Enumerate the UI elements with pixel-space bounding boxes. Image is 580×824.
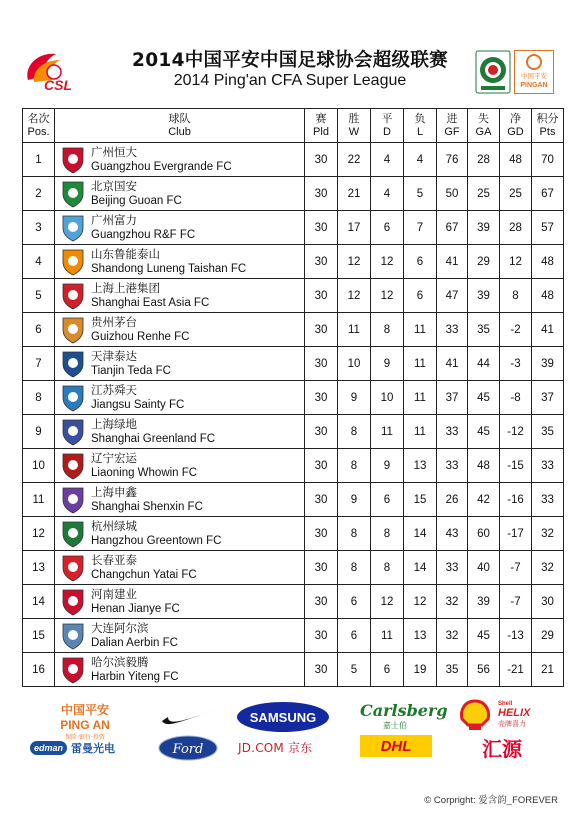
club-crest-icon [61,418,85,446]
cell-w: 22 [338,143,371,177]
cell-position: 10 [23,449,55,483]
club-name-en: Jiangsu Sainty FC [91,398,185,411]
club-name-en: Harbin Yiteng FC [91,670,179,683]
cell-position: 15 [23,619,55,653]
cell-d: 11 [371,415,404,449]
cell-l: 5 [404,177,437,211]
cell-gd: -12 [500,415,532,449]
club-name-cn: 大连阿尔滨 [91,620,149,635]
club-name-cn: 广州富力 [91,212,137,227]
cell-ga: 56 [468,653,500,687]
column-header-en: Club [168,125,191,138]
club-name-en: Beijing Guoan FC [91,194,182,207]
cell-d: 8 [371,551,404,585]
page-title-cn: 2014中国平安中国足球协会超级联赛 [132,50,448,71]
column-header [437,109,468,143]
cell-club [55,177,305,211]
column-header-en: GF [444,125,460,138]
club-name-en: Liaoning Whowin FC [91,466,198,479]
cell-club [55,415,305,449]
table-row [23,517,564,551]
cell-ga: 48 [468,449,500,483]
cell-position: 6 [23,313,55,347]
cell-w: 6 [338,619,371,653]
cell-club [55,653,305,687]
cell-club [55,449,305,483]
column-header-en: GA [475,125,492,138]
cell-club [55,619,305,653]
cell-club [55,279,305,313]
club-name-en: Changchun Yatai FC [91,568,197,581]
cell-ga: 45 [468,415,500,449]
svg-text:Ford: Ford [172,742,204,757]
column-header-cn: 积分 [536,112,559,125]
club-crest-icon [61,452,85,480]
cell-gd: -21 [500,653,532,687]
cell-ga: 25 [468,177,500,211]
club-name-cn: 贵州茅台 [91,314,137,329]
cell-ga: 39 [468,279,500,313]
cell-w: 8 [338,551,371,585]
sponsor-ford [158,735,218,761]
cell-pld: 30 [305,585,338,619]
club-name-en: Hangzhou Greentown FC [91,534,222,547]
column-header-en: W [348,125,360,138]
cell-gd: 25 [500,177,532,211]
column-header [500,109,532,143]
club-crest-icon [61,622,85,650]
cell-l: 14 [404,517,437,551]
table-row [23,245,564,279]
cell-pld: 30 [305,245,338,279]
cell-pts: 67 [532,177,564,211]
column-header-en: Pos. [27,125,50,138]
cell-pld: 30 [305,211,338,245]
cell-w: 9 [338,483,371,517]
club-crest-icon [61,384,85,412]
cell-gd: -7 [500,585,532,619]
column-header-en: D [383,125,391,138]
column-header [338,109,371,143]
cell-w: 12 [338,279,371,313]
table-row [23,177,564,211]
club-crest-icon [61,146,85,174]
cell-gf: 47 [437,279,468,313]
cell-gd: 12 [500,245,532,279]
club-name-en: Shanghai Shenxin FC [91,500,203,513]
copyright-note: © Corpright: 爱含韵_FOREVER [424,795,558,806]
cell-pld: 30 [305,347,338,381]
table-row [23,585,564,619]
cell-pld: 30 [305,449,338,483]
cell-gf: 33 [437,449,468,483]
cell-w: 6 [338,585,371,619]
svg-text:中国平安: 中国平安 [521,72,547,80]
table-row [23,483,564,517]
cell-club [55,347,305,381]
cell-l: 6 [404,245,437,279]
table-row [23,619,564,653]
club-crest-icon [61,520,85,548]
cell-d: 6 [371,211,404,245]
sponsor-jd: JD.COM 京东 [238,741,313,755]
column-header-cn: 平 [381,112,393,125]
cell-gf: 35 [437,653,468,687]
cell-pld: 30 [305,143,338,177]
cell-club [55,551,305,585]
column-header [371,109,404,143]
column-header-cn: 球队 [168,112,191,125]
cell-pts: 29 [532,619,564,653]
cell-gd: -15 [500,449,532,483]
table-row [23,415,564,449]
cell-gd: -7 [500,551,532,585]
cell-gf: 33 [437,551,468,585]
cell-position: 14 [23,585,55,619]
cell-ga: 45 [468,619,500,653]
cell-position: 3 [23,211,55,245]
cell-gd: -17 [500,517,532,551]
club-name-cn: 长春亚泰 [91,552,137,567]
cell-gf: 41 [437,245,468,279]
column-header-cn: 名次 [27,112,50,125]
cell-w: 9 [338,381,371,415]
cell-ga: 29 [468,245,500,279]
cell-position: 13 [23,551,55,585]
sponsor-shell-helix: Shell HELIX 壳牌喜力 [498,701,531,728]
club-crest-icon [61,214,85,242]
cell-gf: 33 [437,415,468,449]
cell-ga: 35 [468,313,500,347]
cell-ga: 42 [468,483,500,517]
cell-pts: 30 [532,585,564,619]
table-row [23,143,564,177]
cell-gd: -8 [500,381,532,415]
club-name-en: Shanghai East Asia FC [91,296,210,309]
cell-position: 7 [23,347,55,381]
club-crest-icon [61,486,85,514]
cell-w: 8 [338,449,371,483]
cell-l: 7 [404,211,437,245]
club-crest-icon [61,350,85,378]
column-header [55,109,305,143]
cell-gd: -3 [500,347,532,381]
svg-text:PINGAN: PINGAN [520,82,548,89]
pingan-badge [514,50,554,94]
sponsor-pingan: 中国平安 PING AN 保险·银行·投资 [60,703,110,741]
cell-pts: 35 [532,415,564,449]
cell-pld: 30 [305,517,338,551]
cell-pts: 21 [532,653,564,687]
column-header-cn: 失 [478,112,489,125]
club-name-cn: 杭州绿城 [91,518,137,533]
cell-position: 1 [23,143,55,177]
cell-w: 10 [338,347,371,381]
club-crest-icon [61,554,85,582]
cfa-emblem [475,50,511,94]
sponsor-huiyuan: 汇源 [482,737,522,761]
column-header [305,109,338,143]
cell-club [55,483,305,517]
cell-pts: 37 [532,381,564,415]
cell-pld: 30 [305,279,338,313]
club-crest-icon [61,282,85,310]
club-name-cn: 辽宁宏运 [91,450,137,465]
cell-position: 9 [23,415,55,449]
club-name-cn: 上海绿地 [91,416,137,431]
cell-club [55,585,305,619]
cell-position: 12 [23,517,55,551]
svg-text:SAMSUNG: SAMSUNG [249,710,317,725]
cell-position: 16 [23,653,55,687]
cell-d: 9 [371,347,404,381]
cell-gf: 26 [437,483,468,517]
cell-d: 4 [371,177,404,211]
cell-pts: 48 [532,245,564,279]
club-name-cn: 北京国安 [91,178,137,193]
cell-l: 13 [404,449,437,483]
sponsor-dhl: DHL [360,735,432,757]
cell-position: 4 [23,245,55,279]
cell-gd: -13 [500,619,532,653]
cell-gf: 43 [437,517,468,551]
cell-club [55,245,305,279]
cell-gd: 28 [500,211,532,245]
cell-gd: 48 [500,143,532,177]
cell-l: 11 [404,313,437,347]
cell-club [55,517,305,551]
cell-gf: 37 [437,381,468,415]
club-name-en: Tianjin Teda FC [91,364,171,377]
cell-w: 12 [338,245,371,279]
cell-d: 8 [371,517,404,551]
cell-gf: 76 [437,143,468,177]
header [0,0,580,100]
cell-position: 2 [23,177,55,211]
cell-ga: 28 [468,143,500,177]
cell-pts: 32 [532,551,564,585]
cell-gf: 41 [437,347,468,381]
cell-l: 13 [404,619,437,653]
cell-pts: 41 [532,313,564,347]
cell-club [55,313,305,347]
club-name-cn: 天津泰达 [91,348,137,363]
club-name-cn: 河南建业 [91,586,137,601]
table-header-row [23,109,564,143]
table-row [23,551,564,585]
club-name-en: Shanghai Greenland FC [91,432,216,445]
cell-gf: 33 [437,313,468,347]
cell-d: 4 [371,143,404,177]
cell-l: 11 [404,347,437,381]
column-header-en: L [416,125,424,138]
cell-position: 5 [23,279,55,313]
cell-l: 15 [404,483,437,517]
club-name-en: Henan Jianye FC [91,602,180,615]
club-name-en: Shandong Luneng Taishan FC [91,262,247,275]
cell-ga: 45 [468,381,500,415]
cell-pts: 70 [532,143,564,177]
cell-pts: 32 [532,517,564,551]
cell-d: 12 [371,245,404,279]
cell-gd: -2 [500,313,532,347]
club-name-cn: 山东鲁能泰山 [91,246,160,261]
column-header-en: GD [507,125,524,138]
cell-gf: 32 [437,585,468,619]
cell-pld: 30 [305,619,338,653]
column-header-cn: 胜 [348,112,360,125]
club-name-cn: 广州恒大 [91,144,137,159]
column-header-cn: 赛 [315,112,327,125]
cell-pld: 30 [305,381,338,415]
sponsor-area [0,695,580,795]
cell-pld: 30 [305,483,338,517]
cell-w: 8 [338,415,371,449]
cell-gd: 8 [500,279,532,313]
column-header [404,109,437,143]
page-title-en: 2014 Ping'an CFA Super League [173,72,407,89]
cell-ga: 44 [468,347,500,381]
cell-d: 10 [371,381,404,415]
column-header-en: Pld [313,125,329,138]
cell-pts: 39 [532,347,564,381]
sponsor-nike-swoosh [160,705,218,727]
cell-pts: 57 [532,211,564,245]
cell-l: 19 [404,653,437,687]
cell-club [55,381,305,415]
club-name-cn: 上海上港集团 [91,280,160,295]
cell-pld: 30 [305,415,338,449]
table-body [23,143,564,687]
cell-d: 6 [371,653,404,687]
cell-pld: 30 [305,653,338,687]
cell-pts: 33 [532,483,564,517]
cell-d: 9 [371,449,404,483]
column-header-cn: 进 [446,112,458,125]
standings-table [22,108,564,687]
cell-w: 8 [338,517,371,551]
cell-ga: 39 [468,211,500,245]
club-crest-icon [61,316,85,344]
cell-w: 17 [338,211,371,245]
cell-d: 11 [371,619,404,653]
table-row [23,313,564,347]
club-name-cn: 哈尔滨毅腾 [91,654,149,669]
cell-pld: 30 [305,177,338,211]
club-name-cn: 江苏舜天 [91,382,137,397]
cell-l: 6 [404,279,437,313]
svg-text:CSL: CSL [44,77,72,92]
table-row [23,347,564,381]
cell-l: 11 [404,381,437,415]
column-header [23,109,55,143]
table-row [23,381,564,415]
cell-d: 12 [371,279,404,313]
club-crest-icon [61,180,85,208]
table-row [23,279,564,313]
club-name-en: Guangzhou Evergrande FC [91,160,232,173]
cell-pts: 48 [532,279,564,313]
cell-l: 11 [404,415,437,449]
sponsor-samsung [236,701,330,733]
csl-logo [20,46,88,92]
cell-gd: -16 [500,483,532,517]
sponsor-carlsberg: Carlsberg 嘉士伯 [360,701,448,730]
club-name-en: Dalian Aerbin FC [91,636,178,649]
club-crest-icon [61,656,85,684]
club-crest-icon [61,248,85,276]
column-header [532,109,564,143]
sponsor-edman: edman 雷曼光电 [30,739,130,757]
cell-club [55,211,305,245]
cell-gf: 50 [437,177,468,211]
cell-pts: 33 [532,449,564,483]
shell-icon [458,699,492,731]
cell-gf: 67 [437,211,468,245]
cell-l: 12 [404,585,437,619]
cell-w: 11 [338,313,371,347]
column-header-cn: 负 [414,112,426,125]
column-header-cn: 净 [510,112,521,125]
club-name-en: Guangzhou R&F FC [91,228,196,241]
column-header [468,109,500,143]
cell-ga: 60 [468,517,500,551]
table-row [23,653,564,687]
club-crest-icon [61,588,85,616]
cell-w: 21 [338,177,371,211]
cell-d: 6 [371,483,404,517]
column-header-en: Pts [539,125,556,138]
cell-d: 8 [371,313,404,347]
cell-l: 14 [404,551,437,585]
club-name-en: Guizhou Renhe FC [91,330,190,343]
cell-position: 11 [23,483,55,517]
cell-pld: 30 [305,551,338,585]
cell-pld: 30 [305,313,338,347]
cell-ga: 40 [468,551,500,585]
cell-club [55,143,305,177]
table-row [23,211,564,245]
table-row [23,449,564,483]
cell-l: 4 [404,143,437,177]
cell-w: 5 [338,653,371,687]
club-name-cn: 上海申鑫 [91,484,137,499]
cell-gf: 32 [437,619,468,653]
cell-ga: 39 [468,585,500,619]
cell-d: 12 [371,585,404,619]
cell-position: 8 [23,381,55,415]
